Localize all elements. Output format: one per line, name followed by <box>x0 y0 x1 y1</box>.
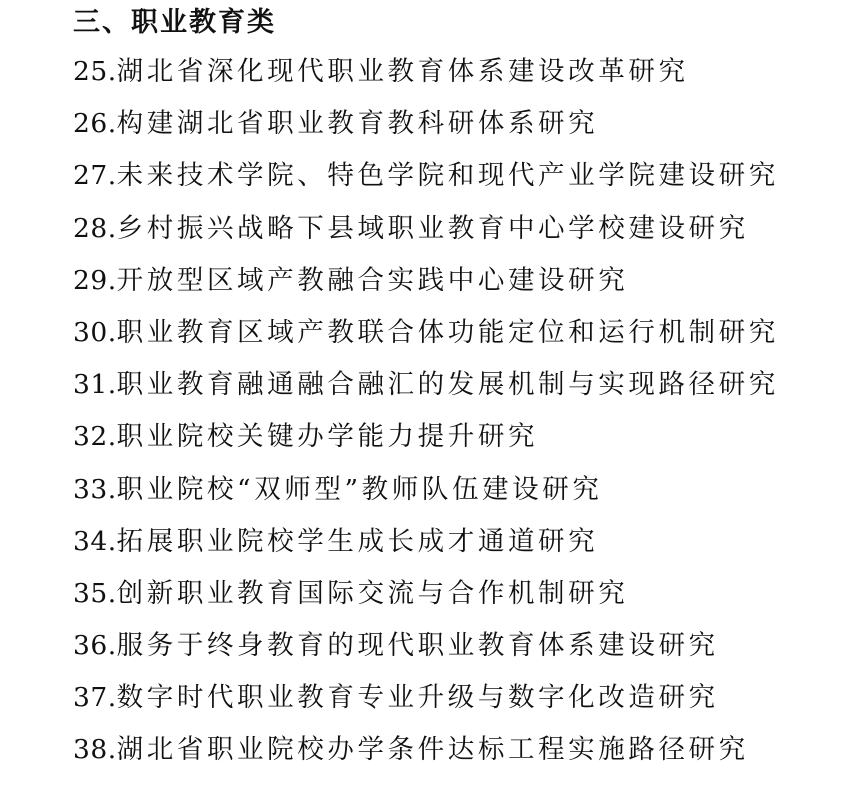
item-number: 30. <box>73 316 117 348</box>
item-text: 职业教育融通融合融汇的发展机制与实现路径研究 <box>116 369 779 401</box>
item-text: 拓展职业院校学生成长成才通道研究 <box>116 525 599 557</box>
item-number: 37. <box>73 682 117 714</box>
item-text: 湖北省深化现代职业教育体系建设改革研究 <box>116 56 689 87</box>
item-number: 31. <box>73 369 117 401</box>
list-item <box>73 516 863 568</box>
list-item <box>73 46 863 98</box>
item-text: 数字时代职业教育专业升级与数字化改造研究 <box>116 682 719 714</box>
section-heading: 三、职业教育类 <box>73 7 276 38</box>
list-item <box>73 411 863 463</box>
list-item <box>73 150 863 202</box>
item-number: 32. <box>73 421 117 453</box>
item-number: 33. <box>73 473 117 505</box>
item-number: 26. <box>73 108 117 140</box>
document-page <box>73 0 863 777</box>
item-number: 28. <box>73 212 117 244</box>
item-text: 服务于终身教育的现代职业教育体系建设研究 <box>116 630 719 662</box>
list-item <box>73 359 863 411</box>
list-item <box>73 672 863 724</box>
list-item <box>73 464 863 516</box>
list-item <box>73 203 863 255</box>
item-number: 27. <box>73 160 117 192</box>
list-item <box>73 255 863 307</box>
item-number: 29. <box>73 264 117 296</box>
topic-list <box>73 46 863 777</box>
list-item <box>73 620 863 672</box>
item-number: 25. <box>73 56 117 87</box>
item-text: 构建湖北省职业教育教科研体系研究 <box>116 108 599 140</box>
item-text: 湖北省职业院校办学条件达标工程实施路径研究 <box>116 734 749 766</box>
item-text: 创新职业教育国际交流与合作机制研究 <box>116 577 629 609</box>
item-number: 34. <box>73 525 117 557</box>
item-text: 未来技术学院、特色学院和现代产业学院建设研究 <box>116 160 779 192</box>
item-number: 38. <box>73 734 117 766</box>
item-text: 开放型区域产教融合实践中心建设研究 <box>116 264 629 296</box>
list-item <box>73 724 863 776</box>
item-text: 职业院校关键办学能力提升研究 <box>116 421 539 453</box>
item-number: 35. <box>73 577 117 609</box>
list-item <box>73 568 863 620</box>
item-number: 36. <box>73 630 117 662</box>
item-text: 职业院校“双师型”教师队伍建设研究 <box>116 473 603 505</box>
list-item <box>73 307 863 359</box>
list-item <box>73 98 863 150</box>
item-text: 乡村振兴战略下县域职业教育中心学校建设研究 <box>116 212 749 244</box>
item-text: 职业教育区域产教联合体功能定位和运行机制研究 <box>116 316 779 348</box>
